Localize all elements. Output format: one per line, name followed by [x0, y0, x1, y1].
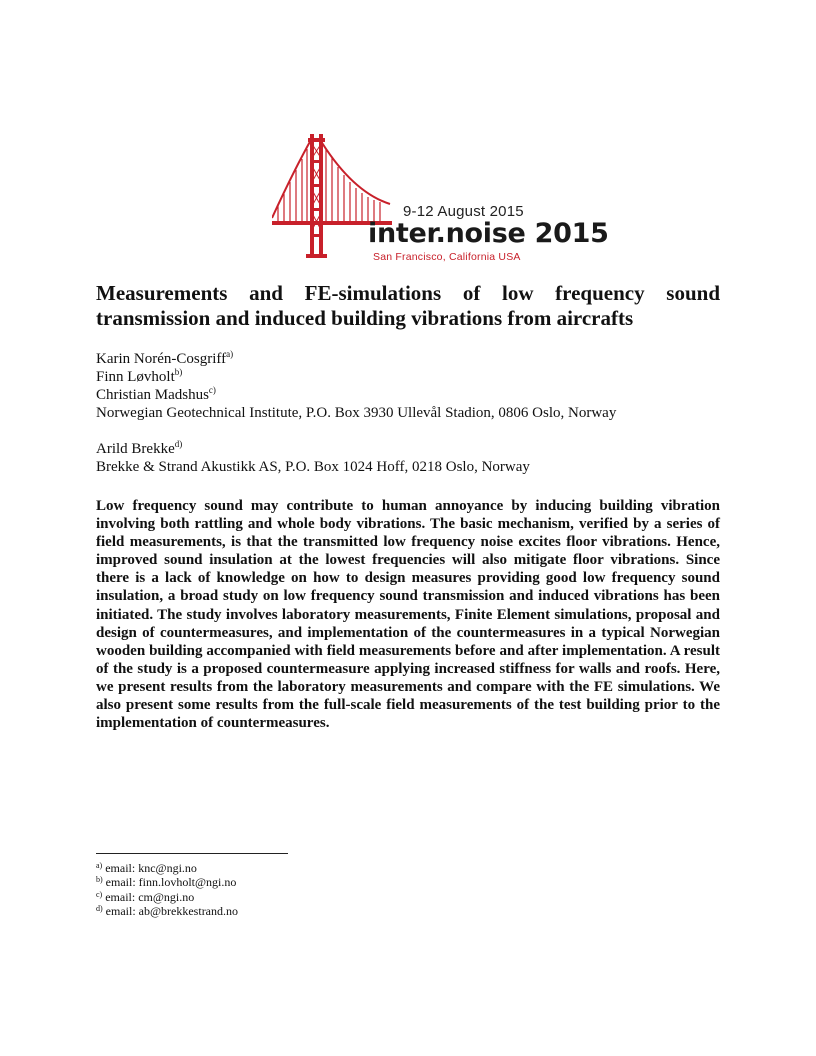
author-mark: d): [174, 439, 183, 449]
paper-title: [96, 281, 720, 331]
footnote-email: email: ab@brekkestrand.no: [105, 904, 239, 919]
affiliation-2: Brekke & Strand Akustikk AS, P.O. Box 1024 Hoff, 0218 Oslo, Norway: [96, 459, 530, 475]
title-line-2: transmission and induced building vibrations from aircrafts: [96, 306, 634, 330]
author-row: [96, 368, 720, 386]
author-mark: c): [208, 385, 216, 395]
footnote: [96, 875, 238, 889]
footnote-email: email: cm@ngi.no: [105, 889, 195, 904]
author-name: Christian Madshus: [96, 387, 209, 403]
footnote-email: email: knc@ngi.no: [105, 861, 197, 875]
affiliation-1: Norwegian Geotechnical Institute, P.O. Box 3930 Ullevål Stadion, 0806 Oslo, Norway: [96, 405, 617, 421]
footnote-mark: b): [96, 875, 103, 885]
conference-date: 9-12 August 2015: [403, 203, 524, 220]
footnote: [96, 861, 238, 875]
footnote-mark: a): [96, 861, 103, 870]
author-row: [96, 386, 720, 404]
author-name: Arild Brekke: [96, 441, 175, 457]
conference-location: San Francisco, California USA: [373, 251, 521, 263]
conference-name: inter.noise 2015: [368, 218, 609, 249]
author-row: [96, 350, 720, 368]
footnote: [96, 890, 238, 904]
author-mark: a): [226, 349, 234, 359]
title-line-1: Measurements and FE-simulations of low frequency sound: [96, 281, 720, 305]
abstract: Low frequency sound may contribute to human annoyance by inducing building vibration involving both rattling and whole body vibrations. The basic mechanism, verified by a series of field measurements, is that the transmitted low frequency noise excites floor vibrations. Hence, improved sound insulation at the lowest frequencies will also mitigate floor vibrations. Since there is a lack of knowledge on how to design measures providing good low frequency sound insulation, a broad study on low frequency sound transmission and induced vibrations has been initiated. The study involves laboratory measurements, Finite Element simulations, proposal and design of countermeasures, and implementation of the countermeasures in a typical Norwegian wooden building accompanied with field measurements before and after implementation. A result of the study is a proposed countermeasure applying increased stiffness for walls and roofs. Here, we present results from the laboratory measurements and compare with the FE simulations. We also present some results from the full-scale field measurements of the test building prior to the implementation of countermeasures.: [96, 498, 720, 732]
footnote-mark: d): [96, 904, 103, 914]
conference-logo: [272, 130, 609, 270]
author-name: Finn Løvholt: [96, 369, 175, 385]
author-row: [96, 440, 720, 458]
footnote-email: email: finn.lovholt@ngi.no: [105, 875, 237, 890]
golden-gate-bridge-icon: [272, 130, 552, 270]
footnote-divider: [96, 853, 288, 854]
author-name: Karin Norén-Cosgriff: [96, 351, 227, 367]
footnote: [96, 904, 238, 918]
footnotes: [96, 861, 238, 919]
author-block: [96, 350, 720, 476]
author-mark: b): [174, 367, 183, 377]
footnote-mark: c): [96, 889, 103, 899]
